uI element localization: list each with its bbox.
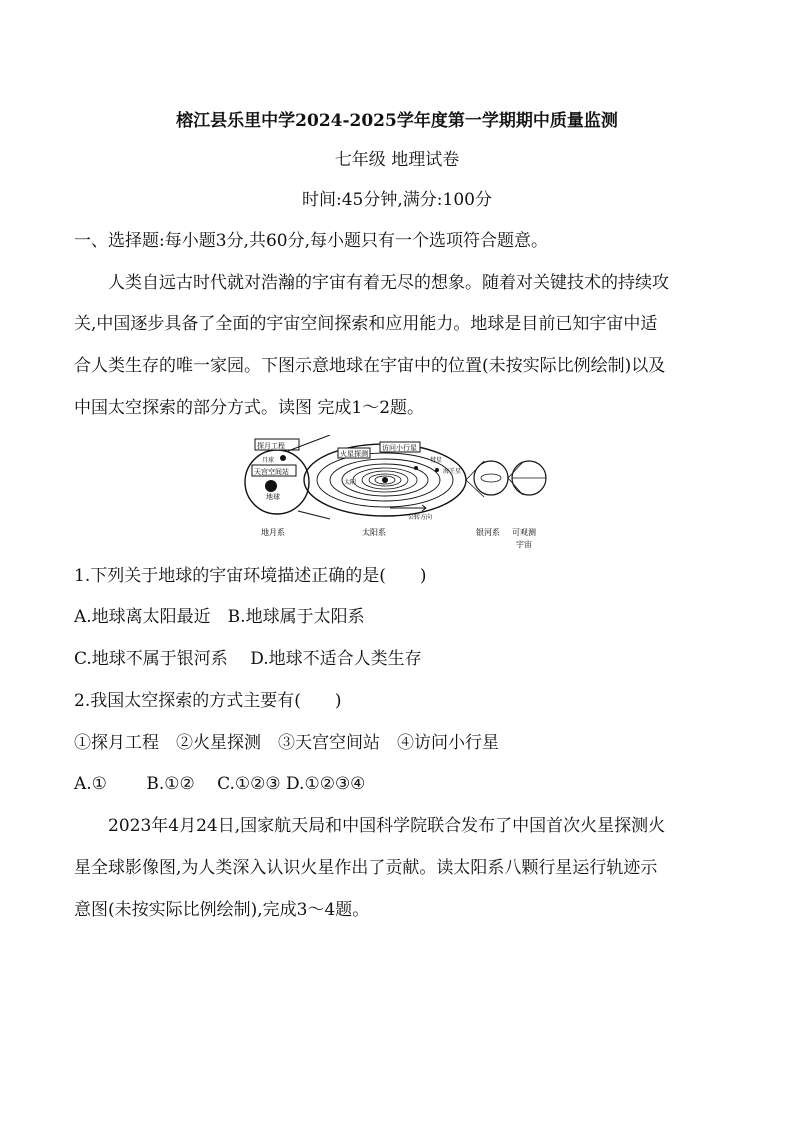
mars-label: 火星探测 — [340, 450, 368, 458]
universe-position-figure — [240, 435, 558, 553]
passage1-line-2: 关,中国逐步具备了全面的宇宙空间探索和应用能力。地球是目前已知宇宙中适 — [74, 314, 658, 334]
earth-moon-caption: 地月系 — [261, 528, 285, 537]
sun-label: 太阳 — [344, 479, 357, 486]
passage1-line-1: 人类自远古时代就对浩瀚的宇宙有着无尽的想象。随着对关键技术的持续攻 — [108, 273, 669, 293]
passage2-line-1: 2023年4月24日,国家航天局和中国科学院联合发布了中国首次火星探测火 — [108, 816, 666, 836]
passage1-line-4: 中国太空探索的部分方式。读图 完成1～2题。 — [74, 398, 425, 418]
tiangong-label: 天宫空间站 — [254, 468, 289, 476]
section-heading: 一、选择题:每小题3分,共60分,每小题只有一个选项符合题意。 — [74, 231, 548, 251]
leader-line — [298, 511, 330, 519]
milky-way-caption: 银河系 — [476, 528, 500, 537]
neptune-dot — [435, 468, 439, 472]
question-1-options-cd: C.地球不属于银河系 D.地球不适合人类生存 — [74, 649, 422, 669]
comet-dot — [414, 466, 418, 470]
passage2-line-3: 意图(未按实际比例绘制),完成3～4题。 — [74, 900, 370, 920]
passage2-line-2: 星全球影像图,为人类深入认识火星作出了贡献。读太阳系八颗行星运行轨迹示 — [74, 858, 658, 878]
question-2-stem: 2.我国太空探索的方式主要有( ) — [74, 691, 342, 711]
moon-dot — [280, 455, 286, 461]
orbit-direction-label: 公转方向 — [408, 514, 433, 521]
exam-title: 榕江县乐里中学2024-2025学年度第一学期期中质量监测 — [176, 111, 618, 131]
passage1-line-3: 合人类生存的唯一家园。下图示意地球在宇宙中的位置(未按实际比例绘制)以及 — [74, 356, 666, 376]
sun-dot — [382, 477, 388, 483]
comet-label: 彗星 — [430, 457, 443, 464]
question-2-options: A.① B.①② C.①②③ D.①②③④ — [74, 774, 366, 794]
milky-way-circle — [474, 461, 508, 495]
question-2-items: ①探月工程 ②火星探测 ③天宫空间站 ④访问小行星 — [74, 733, 499, 753]
moon-project-label: 探月工程 — [257, 442, 285, 450]
exam-info: 时间:45分钟,满分:100分 — [302, 190, 492, 210]
neptune-label: 海王星 — [443, 468, 462, 475]
solar-system-caption: 太阳系 — [362, 528, 386, 537]
observable-universe-caption: 可观测 — [512, 528, 536, 537]
earth-moon-system-circle — [245, 450, 309, 514]
question-1-options-ab: A.地球离太阳最近 B.地球属于太阳系 — [74, 607, 365, 627]
exam-subtitle: 七年级 地理试卷 — [334, 150, 460, 170]
zoom-line — [508, 462, 523, 478]
earth-label: 地球 — [266, 493, 280, 501]
question-1-stem: 1.下列关于地球的宇宙环境描述正确的是( ) — [74, 566, 427, 586]
moon-label: 月球 — [262, 457, 275, 464]
earth-dot — [265, 480, 277, 492]
galaxy-disk — [481, 474, 501, 482]
asteroid-label: 访问小行星 — [382, 444, 417, 452]
observable-universe-caption-2: 宇宙 — [516, 540, 532, 549]
